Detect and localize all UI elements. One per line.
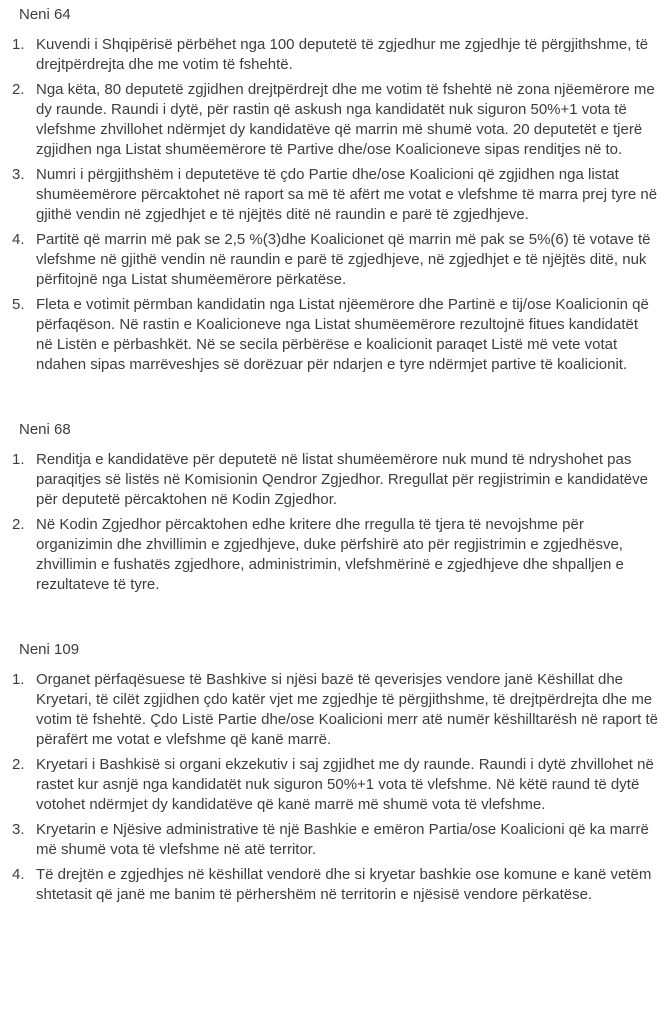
document-page — [12, 5, 658, 1024]
article-item-list — [12, 35, 658, 375]
item-text: Organet përfaqësuese të Bashkive si njësi bazë të qeverisjes vendore janë Këshillat dhe Kryetari, të cilët zgjidhen çdo katër vjet me zgjedhje të përgjithshme, të drejtpërdrejta dhe me votim të fshehtë. Çdo Listë Partie dhe/ose Koalicioni merr atë numër këshilltarësh në raport të përafërt me votat e vlefshme që kanë marrë. — [36, 671, 658, 748]
article-section-neni-109 — [12, 640, 658, 905]
list-item — [12, 35, 658, 75]
item-number: 2. — [12, 516, 25, 533]
list-item — [12, 865, 658, 905]
item-text: Numri i përgjithshëm i deputetëve të çdo Partie dhe/ose Koalicioni që zgjidhen nga listat shumëemërore përcaktohet në raport sa më të afërt me votat e vlefshme të marra prej tyre në gjithë vendin në zgjedhjet e të njëjtës ditë në raundin e parë të zgjedhjeve. — [36, 166, 658, 223]
item-text: Në Kodin Zgjedhor përcaktohen edhe kritere dhe rregulla të tjera të nevojshme për organizimin dhe zhvillimin e zgjedhjeve, duke përfshirë ato për regjistrimin e zgjedhësve, zhvillimin e fushatës zgjedhore, administrimin, vlefshmërinë e zgjedhjeve dhe shpalljen e rezultateve të tyre. — [36, 516, 624, 593]
list-item — [12, 755, 658, 815]
article-heading: Neni 68 — [19, 421, 71, 438]
item-text: Kryetari i Bashkisë si organi ekzekutiv i saj zgjidhet me dy raunde. Raundi i dytë zhvillohet në rastet kur asnjë nga kandidatët nuk siguron 50%+1 vota të vlefshme. Në këtë raund të dytë votohet ndërmjet dy kandidatëve që kanë marrë më shumë vota të vlefshme. — [36, 756, 654, 813]
item-number: 4. — [12, 866, 25, 883]
article-item-list — [12, 450, 658, 595]
item-number: 1. — [12, 451, 25, 468]
article-heading: Neni 64 — [19, 6, 71, 23]
article-section-neni-64 — [12, 5, 658, 375]
list-item — [12, 670, 658, 750]
list-item — [12, 450, 658, 510]
item-text: Kryetarin e Njësive administrative të një Bashkie e emëron Partia/ose Koalicioni që ka marrë më shumë vota të vlefshme në atë territor. — [36, 821, 649, 858]
article-heading: Neni 109 — [19, 641, 80, 658]
list-item — [12, 515, 658, 595]
item-text: Renditja e kandidatëve për deputetë në listat shumëemërore nuk mund të ndryshohet pas paraqitjes së listës në Komisionin Qendror Zgjedhor. Rregullat për regjistrimin e kandidatëve për deputetë përcaktohen në Kodin Zgjedhor. — [36, 451, 648, 508]
item-number: 2. — [12, 756, 25, 773]
list-item — [12, 80, 658, 160]
item-text: Nga këta, 80 deputetë zgjidhen drejtpërdrejt dhe me votim të fshehtë në zona njëemërore me dy raunde. Raundi i dytë, për rastin që askush nga kandidatët nuk siguron 50%+1 vota të vlefshme zhvillohet ndërmjet dy kandidatëve që marrin më shumë vota. 20 deputetët e tjerë zgjidhen nga Listat shumëemërore të Partive dhe/ose Koalicioneve sipas renditjes në to. — [36, 81, 655, 158]
list-item — [12, 820, 658, 860]
list-item — [12, 230, 658, 290]
item-number: 3. — [12, 821, 25, 838]
list-item — [12, 295, 658, 375]
item-text: Të drejtën e zgjedhjes në këshillat vendorë dhe si kryetar bashkie ose komune e kanë vetëm shtetasit që janë me banim të përhershëm në territorin e njësisë vendore përkatëse. — [36, 866, 652, 903]
item-text: Fleta e votimit përmban kandidatin nga Listat njëemërore dhe Partinë e tij/ose Koalicionin që përfaqëson. Në rastin e Koalicioneve nga Listat shumëemërore rezultojnë fitues kandidatët në Listën e përbashkët. Në se secila përbërëse e koalicionit paraqet Listë më vete votat ndahen sipas marrëveshjes së dorëzuar për ndarjen e tyre ndërmjet partive të koalicionit. — [36, 296, 649, 373]
item-number: 2. — [12, 81, 25, 98]
item-number: 1. — [12, 671, 25, 688]
item-number: 1. — [12, 36, 25, 53]
item-text: Kuvendi i Shqipërisë përbëhet nga 100 deputetë të zgjedhur me zgjedhje të përgjithshme, të drejtpërdrejta dhe me votim të fshehtë. — [36, 36, 649, 73]
item-text: Partitë që marrin më pak se 2,5 %(3)dhe Koalicionet që marrin më pak se 5%(6) të votave të vlefshme në gjithë vendin në raundin e parë të zgjedhjeve, në zgjedhjet e të njëjtës ditë, nuk përfitojnë nga Listat shumëemërore përkatëse. — [36, 231, 651, 288]
article-item-list — [12, 670, 658, 905]
item-number: 3. — [12, 166, 25, 183]
list-item — [12, 165, 658, 225]
item-number: 4. — [12, 231, 25, 248]
article-section-neni-68 — [12, 420, 658, 595]
item-number: 5. — [12, 296, 25, 313]
